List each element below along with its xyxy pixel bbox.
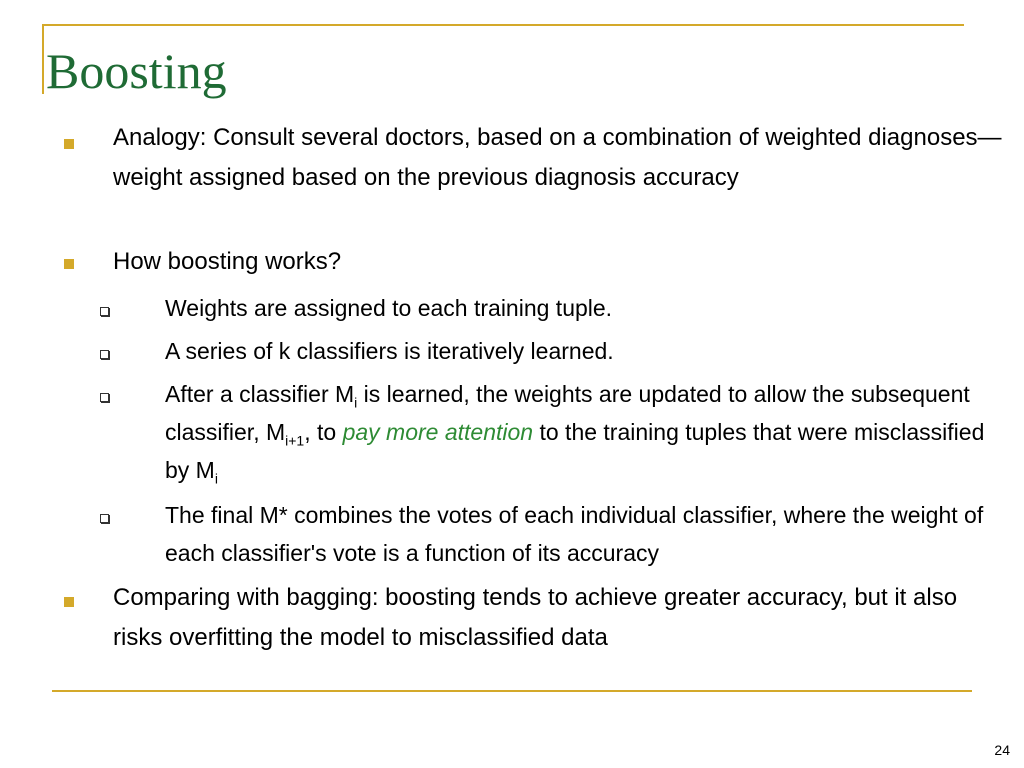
page-number: 24 — [994, 742, 1010, 758]
sub-bullet-weights-text: Weights are assigned to each training tuple. — [165, 295, 613, 321]
top-rule — [42, 24, 964, 26]
emphasis-text: pay more attention — [342, 419, 534, 445]
sub-bullet-hollow-square-icon — [100, 514, 109, 523]
bullet-square-icon — [64, 597, 74, 607]
slide-title: Boosting — [46, 43, 227, 99]
sub-bullet-hollow-square-icon — [100, 393, 109, 402]
bullet-how-boosting-text: How boosting works? — [113, 248, 342, 275]
bullet-square-icon — [64, 139, 74, 149]
sub-bullet-final-text: The final M* combines the votes of each individual classifier, where the weight of each classifier's vote is a function of its accuracy — [165, 502, 984, 566]
bullet-analogy-text: Analogy: Consult several doctors, based on a combination of weighted diagnoses—weight assigned based on the previous diagnosis accuracy — [113, 124, 1002, 191]
bullet-square-icon — [64, 259, 74, 269]
sub-bullet-hollow-square-icon — [100, 350, 109, 359]
bullet-comparison-text: Comparing with bagging: boosting tends to achieve greater accuracy, but it also risks overfitting the model to misclassified data — [113, 584, 958, 651]
sub-bullet-update-text: After a classifier $M_i$ is learned, the weights are updated to allow the subsequent classifier, $M_{i+1}$, to pay more attention to the training tuples that were misclassified by $M_i$ — [165, 381, 985, 487]
bottom-rule — [52, 690, 972, 692]
sub-bullet-hollow-square-icon — [100, 307, 109, 316]
left-rule — [42, 24, 44, 94]
sub-bullet-series-text: A series of k classifiers is iteratively learned. — [165, 338, 614, 364]
